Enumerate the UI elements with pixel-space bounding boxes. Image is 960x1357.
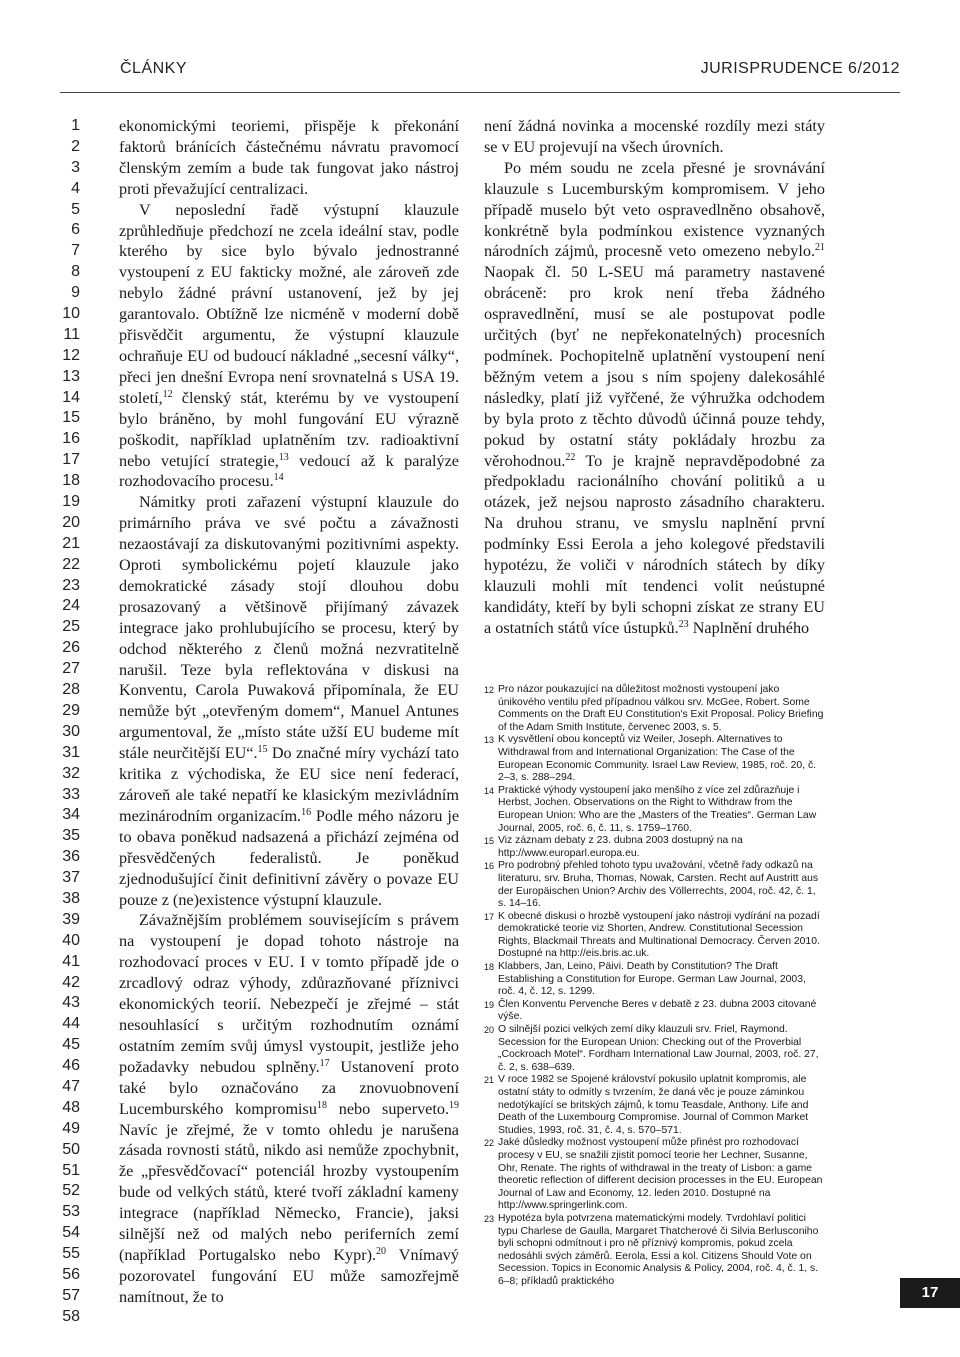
line-number: 8: [71, 263, 80, 281]
footnote: [484, 785, 824, 835]
line-number: 17: [62, 451, 80, 469]
paragraph: Závažnějším problémem souvisejícím s právem na vystoupení je dopad tohoto nástroje na rozhodovací proces v EU. I v tomto případě jde o zrcadlový odraz výhody, zdůrazňované příznivci ekonomických teorií. Nebezpečí je zřejmé – stát nesouhlasící s určitým rozhodnutím oznámí ostatním zemím svůj úmysl vystoupit, jestliže jeho požadavky nebudou splněny.$^{17}$ Ustanovení proto také bylo označováno za znovuobnovení Lucemburského kompromisu$^{18}$ nebo superveto.$^{19}$ Navíc je zřejmé, že v tomto ohledu je narušena zásada rovnosti států, nikdo asi nemůže zpochybnit, že „přesvědčovací“ potenciál hrozby vystoupením bude od velkých států, které tvoří základní kameny integrace (například Německo, Francie), jaksi silnější než od malých nebo periferních zemí (například Portugalsko nebo Kypr).$^{20}$ Vnímavý pozorovatel fungování EU může samozřejmě namítnout, že to: [119, 911, 459, 1306]
footnote: [484, 835, 824, 860]
footnote-ref[interactable]: 22: [565, 451, 576, 463]
footnote-ref[interactable]: 15: [257, 744, 268, 756]
line-number: 11: [63, 325, 80, 343]
footnote-ref[interactable]: 16: [301, 806, 312, 818]
line-number: 9: [71, 284, 80, 302]
line-number: 18: [62, 472, 80, 490]
line-number: 54: [62, 1224, 80, 1242]
footnote-text: Člen Konventu Pervenche Beres v debatě z 23. dubna 2003 citované výše.: [498, 998, 817, 1023]
line-number: 1: [71, 117, 80, 134]
footnote-ref[interactable]: 23: [678, 618, 689, 630]
paragraph: V neposlední řadě výstupní klauzule zprůhledňuje předchozí ne zcela ideální stav, podle kterého by sice bylo bývalo jednostranné vystoupení z EU fakticky možné, ale zároveň zde nebylo žádné právní ustanovení, jež by jej garantovalo. Obtížně lze nicméně v moderní době přisvědčit argumentu, že výstupní klauzule ochraňuje EU od budoucí nákladné „secesní války“, přeci jen dnešní Evropa není srovnatelná s USA 19. století,$^{12}$ členský stát, kterému by ve vystoupení bylo bráněno, by mohl fungování EU výrazně poškodit, například uplatněním tzv. radioaktivní nebo vetující strategie,$^{13}$ vedoucí až k paralýze rozhodovacího procesu.$^{14}$: [119, 200, 459, 491]
line-number: 51: [62, 1161, 80, 1179]
section-title: ČLÁNKY: [120, 60, 188, 77]
line-number: 36: [62, 848, 80, 866]
line-number: 28: [62, 681, 80, 699]
footnote-ref[interactable]: 12: [162, 388, 173, 400]
footnote-text: K vysvětlení obou konceptů viz Weiler, Joseph. Alternatives to Withdrawal from and International Organization: The Case of the European Economic Community. Israel Law Review, 1985, roč. 20, č. 2–3, s. 288–294.: [498, 734, 817, 784]
line-number: 15: [62, 409, 80, 427]
left-column: [119, 116, 460, 1306]
footnote: [484, 684, 824, 734]
footnote-text: Praktické výhody vystoupení jako menšího z více zel zdůrazňuje i Herbst, Jochen. Observations on the Right to Withdraw from the European Union: Who are the „Masters of the Treaties“. German Law Journal, 2005, roč. 6, č. 11, s. 1759–1760.: [498, 784, 817, 834]
line-number: 14: [62, 388, 80, 406]
footnote-ref[interactable]: 17: [319, 1057, 330, 1069]
paragraph: ekonomickými teoriemi, přispěje k překonání faktorů bránících částečnému návratu pravomocí členským zemím a bude tak fungovat jako nástroj proti převažující centralizaci.: [119, 117, 459, 198]
line-number: 10: [62, 305, 80, 323]
footnote-ref[interactable]: 20: [376, 1245, 387, 1257]
footnote: [484, 1137, 824, 1213]
footnote: [484, 1213, 824, 1289]
footnote-ref[interactable]: 14: [273, 472, 284, 484]
line-number: 19: [62, 493, 80, 511]
line-number: 46: [62, 1057, 80, 1075]
footnote-number: 14: [484, 785, 495, 796]
footnote-number: 13: [484, 735, 495, 746]
line-number: 21: [62, 534, 80, 552]
paragraph: Námitky proti zařazení výstupní klauzule do primárního práva ve své počtu a závažnosti nezaostávají za diskutovanými pozitivními aspekty. Oproti symbolickému pojetí klauzule jako demokratické zásady stojí dlouhou dobu prosazovaný a většinově přijímaný závazek integrace jako prohlubujícího se procesu, který by odchod některého z členů možná nezvratitelně narušil. Teze byla reflektována v diskusi na Konventu, Carola Puwaková připomínala, že EU nemůže být „otevřeným domem“, Manuel Antunes argumentoval, že „místo státe užší EU budeme mít stále neurčitější EU“.$^{15}$ Do značné míry vychází tato kritika z východiska, že EU sice není federací, zároveň ale také nepatří ke klasickým mezivládním mezinárodním organizacím.$^{16}$ Podle mého názoru je to obava poněkud nadsazená a přichází zejména od přesvědčených federalistů. Je poněkud zjednodušující činit definitivní závěry o povaze EU pouze z (ne)existence výstupní klauzule.: [119, 493, 460, 909]
footnote-ref[interactable]: 18: [316, 1099, 327, 1111]
line-number: 44: [62, 1015, 80, 1033]
line-number: 42: [62, 973, 80, 991]
footnote: [484, 1024, 824, 1074]
footnote: [484, 734, 824, 784]
footnote: [484, 911, 824, 961]
line-number: 45: [62, 1036, 80, 1054]
line-number: 24: [62, 597, 80, 615]
line-number: 47: [62, 1077, 80, 1095]
line-numbers: [40, 116, 80, 1328]
line-number: 38: [62, 889, 80, 907]
line-number: 31: [62, 743, 80, 761]
paragraph: Po mém soudu ne zcela přesné je srovnávání klauzule s Lucemburským kompromisem. V jeho případě muselo být veto ospravedlněno obsahově, konkrétně byla podmínkou existence vyznaných národních zájmů, procesně veto omezeno nebylo.$^{21}$ Naopak čl. 50 L-SEU má parametry nastavené obráceně: pro krok není třeba žádného ospravedlnění, musí se ale postupovat podle určitých (byť ne nepřekonatelných) procesních podmínek. Pochopitelně uplatnění vystoupení není běžným vetem a jsou s ním spojeny dalekosáhlé následky, platí již vyřčené, že výhružka odchodem by byla proto z těchto důvodů účinná pouze tehdy, pokud by ostatní státy pokládaly hrozbu za věrohodnou.$^{22}$ To je krajně nepravděpodobné za předpokladu racionálního chování politiků a u otázek, jež nejsou naprosto zásadního charakteru. Na druhou stranu, ve smyslu naplnění první podmínky Essi Eerola a jeho kolegové představili hypotézu, že voliči v národních státech by díky klauzuli mohli mít tendenci volit neústupné kandidáty, kteří by byli schopni získat ze strany EU a ostatních států více ústupků.$^{23}$ Naplnění druhého: [484, 158, 825, 637]
line-number: 30: [62, 722, 80, 740]
footnote-number: 12: [484, 685, 495, 695]
footnote-text: Pro názor poukazující na důležitost možnosti vystoupení jako únikového ventilu před případnou válkou srv. McGee, Robert. Some Comments on the Draft EU Constitution's Exit Proposal. Policy Briefing of the Adam Smith Institute, červenec 2003, s. 5.: [498, 684, 824, 733]
footnote-number: 22: [484, 1138, 495, 1149]
footnote-ref[interactable]: 21: [815, 242, 825, 254]
line-number: 43: [62, 994, 80, 1012]
footnote-number: 16: [484, 861, 495, 872]
line-number: 35: [62, 827, 80, 845]
footnote-text: K obecné diskusi o hrozbě vystoupení jako nástroji vydírání na pozadí demokratické teorie viz Shorten, Andrew. Constitutional Secession Rights, Blackmail Threats and Multinational Democracy. Červen 2010. Dostupné na http://eis.bris.ac.uk.: [498, 910, 820, 960]
footnote-text: Viz záznam debaty z 23. dubna 2003 dostupný na na http://www.europarl.europa.eu.: [498, 835, 743, 859]
line-number: 50: [62, 1140, 80, 1158]
line-number: 23: [62, 576, 80, 594]
line-number: 56: [62, 1265, 80, 1283]
line-number: 6: [71, 221, 80, 239]
line-number: 3: [71, 158, 80, 176]
line-number: 26: [62, 639, 80, 657]
line-number: 41: [62, 952, 80, 970]
line-number: 48: [62, 1098, 80, 1116]
page-number: 17: [900, 1278, 960, 1308]
line-number: 34: [62, 806, 80, 824]
line-number: 5: [71, 200, 80, 218]
line-number: 32: [62, 764, 80, 782]
line-number: 55: [62, 1245, 80, 1263]
line-number: 20: [62, 513, 80, 531]
footnote-number: 21: [484, 1075, 495, 1086]
footnote-ref[interactable]: 13: [278, 451, 289, 463]
footnote: [484, 1074, 824, 1137]
line-number: 4: [71, 179, 80, 197]
header-divider: [60, 92, 900, 93]
footnote-text: Pro podrobný přehled tohoto typu uvažování, včetně řady odkazů na literaturu, srv. Bruha, Thomas, Nowak, Carsten. Recht auf Austritt aus der Europäischen Union? Archiv des Völlerrechts, 2004, roč. 42, č. 1, s. 14–16.: [498, 860, 819, 910]
footnote-number: 23: [484, 1213, 495, 1224]
line-number: 22: [62, 555, 80, 573]
footnote-number: 15: [484, 836, 495, 847]
footnote: [484, 999, 824, 1024]
footnote: [484, 860, 824, 910]
right-column: [484, 116, 825, 646]
footnote-text: Klabbers, Jan, Leino, Päivi. Death by Constitution? The Draft Establishing a Constitution for Europe. German Law Journal, 2003, roč. 4, č. 12, s. 1299.: [498, 961, 806, 998]
line-number: 39: [62, 910, 80, 928]
line-number: 52: [62, 1182, 80, 1200]
footnote: [484, 961, 824, 999]
line-number: 57: [62, 1286, 80, 1304]
line-number: 2: [71, 137, 80, 155]
line-number: 25: [62, 618, 80, 636]
line-number: 12: [62, 346, 80, 364]
journal-title: JURISPRUDENCE 6/2012: [700, 60, 900, 77]
footnote-number: 17: [484, 911, 495, 922]
footnote-text: O silnější pozici velkých zemí díky klauzuli srv. Friel, Raymond. Secession for the European Union: Checking out of the Proverbial „Cockroach Motel“. Fordham International Law Journal, 2003, roč. 27, č. 2, s. 638–639.: [498, 1024, 819, 1073]
paragraph: není žádná novinka a mocenské rozdíly mezi státy se v EU projevují na všech úrovních.: [484, 117, 825, 156]
line-number: 37: [62, 869, 80, 887]
footnote-text: V roce 1982 se Spojené království pokusilo uplatnit kompromis, ale ostatní státy to odmítly s tvrzením, že daná věc je pouze záminkou nedotýkající se britských zájmů, k tomu Teasdale, Anthony. Life and Death of the Luxembourg Compromise. Journal of Common Market Studies, 1993, roč. 31, č. 4, s. 570–571.: [498, 1074, 809, 1136]
line-number: 53: [62, 1203, 80, 1221]
footnote-text: Hypotéza byla potvrzena matematickými modely. Tvrdohlaví politici typu Charlese de Gaulla, Margaret Thatcherové či Silvia Berlusconiho byli schopni odmítnout i pro ně příznivý kompromis, pokud zcela nedosáhli svých záměrů. Eerola, Essi a kol. Citizens Should Vote on Secession. Topics in Economic Analysis & Policy, 2004, roč. 4, č. 1, s. 6–8; příkladů praktického: [498, 1212, 819, 1287]
line-number: 33: [62, 785, 80, 803]
line-number: 27: [62, 660, 80, 678]
footnote-text: Jaké důsledky možnost vystoupení může přinést pro rozhodovací procesy v EU, se snažili zjistit pomocí teorie her Lechner, Susanne, Ohr, Renate. The rights of withdrawal in the treaty of Lisbon: a game theoretic reflection of different decision processes in the EU. European Journal of Law and Economy, 12. leden 2010. Dostupné na http://www.springerlink.com.: [498, 1137, 823, 1212]
footnote-number: 18: [484, 962, 495, 973]
line-number: 49: [62, 1119, 80, 1137]
footnotes: [484, 684, 824, 1287]
line-number: 29: [62, 701, 80, 719]
footnote-number: 20: [484, 1025, 495, 1036]
line-number: 40: [62, 931, 80, 949]
line-number: 13: [62, 367, 80, 385]
line-number: 7: [71, 242, 80, 260]
footnote-ref[interactable]: 19: [449, 1099, 459, 1111]
line-number: 58: [62, 1307, 80, 1325]
line-number: 16: [62, 430, 80, 448]
footnote-number: 19: [484, 999, 495, 1010]
